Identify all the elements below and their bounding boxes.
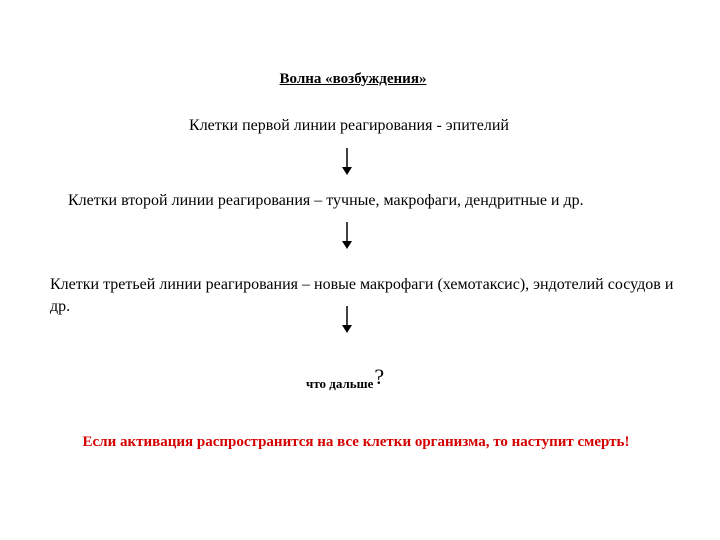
- arrow-down-icon: [341, 148, 353, 176]
- arrow-down-icon: [341, 306, 353, 334]
- second-line-cells: Клетки второй линии реагирования – тучные, макрофаги, дендритные и др.: [68, 192, 584, 209]
- question-text: [306, 364, 385, 394]
- question-mark: ?: [374, 364, 385, 389]
- arrow-down-icon: [341, 222, 353, 250]
- first-line-cells: Клетки первой линии реагирования - эпителий: [189, 117, 509, 134]
- warning-text: Если активация распространится на все клетки организма, то наступит смерть!: [82, 434, 630, 450]
- third-line-cells: Клетки третьей линии реагирования – новые макрофаги (хемотаксис), эндотелий сосудов и др.: [50, 276, 674, 315]
- slide-title: Волна «возбуждения»: [279, 71, 427, 87]
- question-words: что дальше: [306, 376, 374, 391]
